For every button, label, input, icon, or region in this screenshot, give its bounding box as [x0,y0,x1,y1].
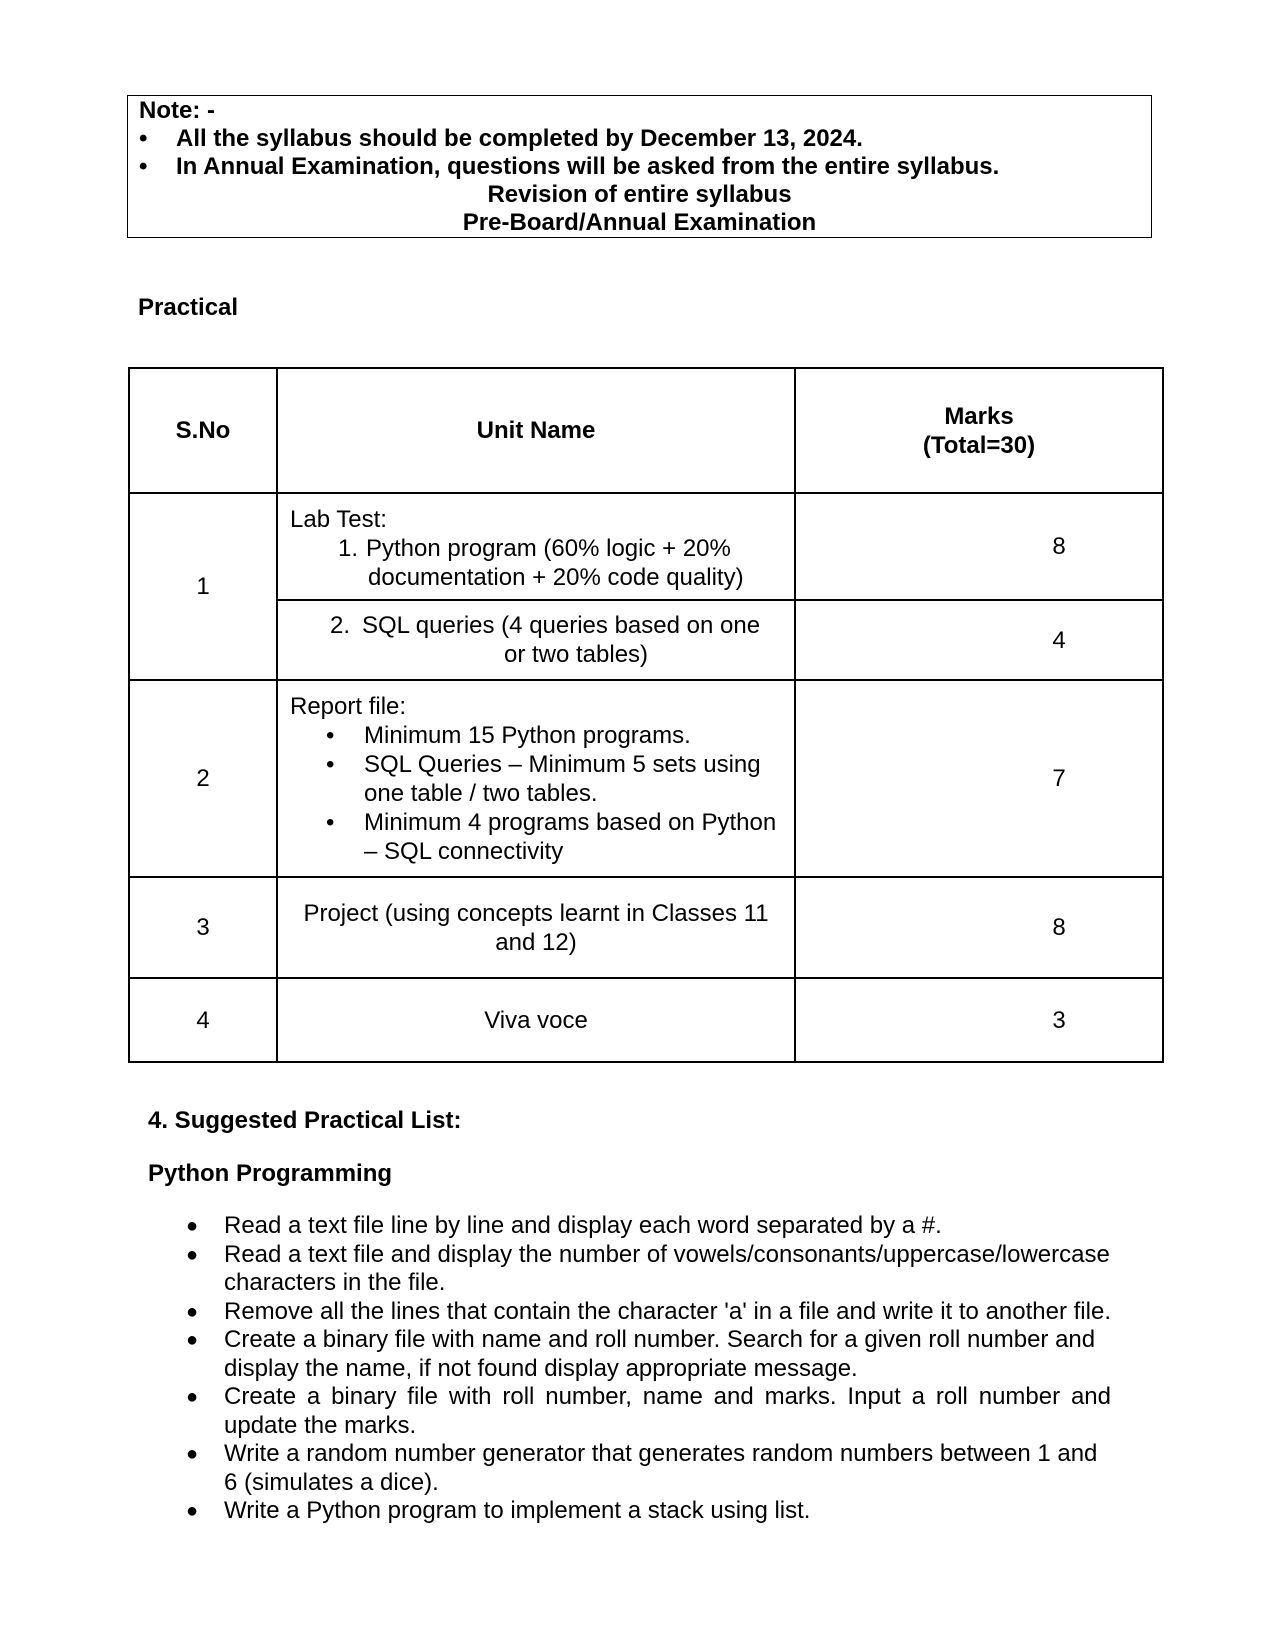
row-sno: 3 [129,877,277,978]
report-file-list [290,721,782,866]
list-item [318,808,782,866]
python-programming-heading: Python Programming [148,1160,393,1187]
item-number: 1. [338,535,359,562]
row-unit-sql [277,600,795,680]
list-item [186,1241,1111,1298]
bullet-glyph: • [326,808,335,836]
note-bullet-text: In Annual Examination, questions will be asked from the entire syllabus. [176,153,1000,180]
row-unit-project: Project (using concepts learnt in Classes 11 and 12) [277,877,795,978]
header-marks-label: Marks [944,402,1014,430]
row-unit-viva: Viva voce [277,978,795,1062]
bullet-glyph: • [139,125,148,152]
bullet-glyph: ● [186,1300,199,1323]
row-marks: 3 [795,978,1163,1062]
table-row [129,600,1163,680]
header-marks [795,368,1163,493]
note-title: Note: - [139,97,215,124]
bullet-glyph: • [326,721,335,749]
row-unit-lab-test [277,493,795,600]
item-number: 2. [330,612,351,639]
list-item-text: Write a random number generator that generates random numbers between 1 and 6 (simulates a dice). [224,1440,1098,1496]
list-item [318,750,782,808]
bullet-glyph: • [326,750,335,778]
practical-heading: Practical [138,294,239,321]
bullet-glyph: • [139,153,148,180]
list-item-text: Remove all the lines that contain the character 'a' in a file and write it to another file. [224,1297,1111,1325]
table-header-row [129,368,1163,493]
header-marks-total: (Total=30) [922,431,1036,459]
list-item-text: Minimum 4 programs based on Python – SQL connectivity [364,808,777,865]
bullet-glyph: ● [186,1215,199,1237]
table-row [129,877,1163,978]
row-unit-report-file [277,680,795,877]
lab-test-item [290,534,782,592]
item-text-continued: or two tables) [503,641,649,668]
list-item [318,721,782,750]
report-file-intro: Report file: [290,692,407,720]
suggested-list-heading: 4. Suggested Practical List: [148,1107,462,1134]
python-practical-list [186,1212,1111,1526]
item-text: Python program (60% logic + 20% [366,535,731,562]
row-sno: 2 [129,680,277,877]
list-item-text: Create a binary file with roll number, name and marks. Input a roll number and update the marks. [224,1383,1111,1439]
table-row [129,680,1163,877]
table-row [129,493,1163,600]
bullet-glyph: ● [186,1443,199,1465]
list-item-text: Create a binary file with name and roll number. Search for a given roll number and display the name, if not found display appropriate message. [224,1326,1096,1382]
row-marks: 7 [795,680,1163,877]
note-bullet-text: All the syllabus should be completed by December 13, 2024. [176,125,863,152]
list-item-text: Minimum 15 Python programs. [364,721,691,749]
list-item [186,1383,1111,1440]
bullet-glyph: ● [186,1500,199,1522]
bullet-glyph: ● [186,1386,199,1408]
list-item [186,1212,1111,1241]
note-box [127,95,1152,238]
table-row [129,978,1163,1062]
row-sno: 1 [129,493,277,680]
bullet-glyph: ● [186,1243,199,1266]
list-item-text: Read a text file and display the number of vowels/consonants/uppercase/lowercase characters in the file. [224,1240,1110,1296]
list-item-text: SQL Queries – Minimum 5 sets using one table / two tables. [364,750,761,807]
header-unit-name: Unit Name [277,368,795,493]
lab-test-intro: Lab Test: [290,506,387,533]
header-sno: S.No [129,368,277,493]
practical-marks-table [128,367,1164,1063]
row-marks: 4 [795,600,1163,680]
list-item [186,1497,1111,1526]
row-marks: 8 [795,493,1163,600]
list-item [186,1298,1111,1327]
item-text: SQL queries (4 queries based on one [362,612,761,639]
list-item-text: Read a text file line by line and display each word separated by a #. [224,1212,942,1239]
lab-test-item [290,611,782,669]
list-item [186,1440,1111,1497]
bullet-glyph: ● [186,1329,199,1351]
row-marks: 8 [795,877,1163,978]
list-item [186,1326,1111,1383]
note-revision-line: Revision of entire syllabus [487,181,792,208]
list-item-text: Write a Python program to implement a stack using list. [224,1497,811,1524]
row-sno: 4 [129,978,277,1062]
note-exam-line: Pre-Board/Annual Examination [462,209,817,236]
item-text-continued: documentation + 20% code quality) [368,564,744,591]
